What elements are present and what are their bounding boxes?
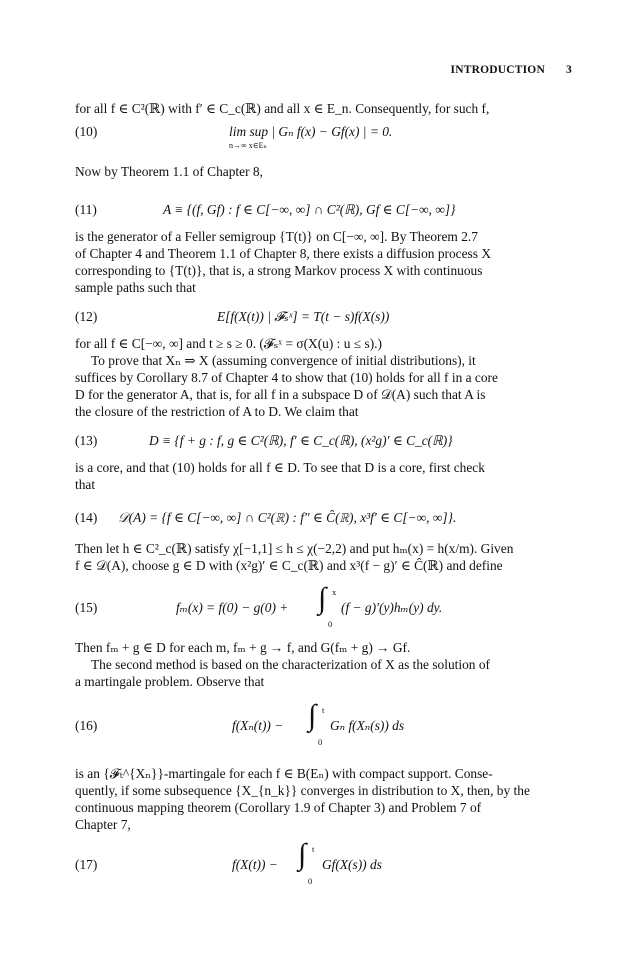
equation-11: A ≡ {(f, Gf) : f ∈ C[−∞, ∞] ∩ C²(ℝ), Gf ∈ C[−∞, ∞]} — [163, 202, 456, 217]
text-line: To prove that Xₙ ⇒ X (assuming convergence of initial distributions), it — [91, 353, 476, 368]
equation-number: (16) — [75, 718, 98, 733]
equation-number: (14) — [75, 510, 98, 525]
text-line: the closure of the restriction of A to D. We claim that — [75, 404, 359, 419]
equation-number: (13) — [75, 433, 98, 448]
integral-lower-limit: 0 — [318, 737, 323, 747]
text-line: is a core, and that (10) holds for all f ∈ D. To see that D is a core, first check — [75, 460, 485, 475]
text-line: is the generator of a Feller semigroup {T(t)} on C[−∞, ∞]. By Theorem 2.7 — [75, 229, 478, 244]
text-line: f ∈ 𝒟(A), choose g ∈ D with (x²g)′ ∈ C_c(ℝ) and x³(f − g)′ ∈ Ĉ(ℝ) and define — [75, 558, 503, 573]
text-line: a martingale problem. Observe that — [75, 674, 265, 689]
equation-13: D ≡ {f + g : f, g ∈ C²(ℝ), f′ ∈ C_c(ℝ), (x²g)′ ∈ C_c(ℝ)} — [149, 433, 453, 448]
text-line: D for the generator A, that is, for all f in a subspace D of 𝒟(A) such that A is — [75, 387, 486, 402]
chapter-title: INTRODUCTION — [450, 64, 545, 76]
equation-15-right: (f − g)′(y)hₘ(y) dy. — [341, 600, 443, 615]
integral-upper-limit: t — [312, 844, 315, 854]
integral-upper-limit: x — [332, 587, 337, 597]
integral-sign: ∫ — [318, 582, 327, 615]
equation-number: (15) — [75, 600, 98, 615]
integral-sign: ∫ — [308, 699, 317, 732]
text-line: Then let h ∈ C²_c(ℝ) satisfy χ[−1,1] ≤ h ≤ χ(−2,2) and put hₘ(x) = h(x/m). Given — [75, 541, 514, 556]
equation-number: (12) — [75, 309, 98, 324]
equation-12: E[f(X(t)) | 𝓕ₛˣ] = T(t − s)f(X(s)) — [217, 309, 390, 324]
equation-17-left: f(X(t)) − — [232, 857, 278, 872]
equation-number: (11) — [75, 202, 97, 217]
equation-15-left: fₘ(x) = f(0) − g(0) + — [176, 600, 289, 615]
integral-lower-limit: 0 — [328, 619, 333, 629]
text-line: is an {𝓕ₜ^{Xₙ}}-martingale for each f ∈ B(Eₙ) with compact support. Conse- — [75, 766, 493, 781]
equation-10-limits: n→∞ x∈Eₙ — [229, 141, 267, 150]
text-line: Now by Theorem 1.1 of Chapter 8, — [75, 164, 263, 179]
integral-lower-limit: 0 — [308, 876, 313, 886]
integral-sign: ∫ — [298, 838, 307, 871]
text-line: for all f ∈ C[−∞, ∞] and t ≥ s ≥ 0. (𝓕ₛˣ = σ(X(u) : u ≤ s).) — [75, 336, 382, 351]
text-line: suffices by Corollary 8.7 of Chapter 4 to show that (10) holds for all f in a core — [75, 370, 498, 385]
text-line: The second method is based on the characterization of X as the solution of — [91, 657, 490, 672]
text-line: Chapter 7, — [75, 817, 131, 832]
text-line: that — [75, 477, 96, 492]
text-line: quently, if some subsequence {X_{n_k}} converges in distribution to X, then, by the — [75, 783, 530, 798]
equation-17-right: Gf(X(s)) ds — [322, 857, 382, 872]
equation-16-left: f(Xₙ(t)) − — [232, 718, 284, 733]
equation-10: lim sup | Gₙ f(x) − Gf(x) | = 0. — [229, 124, 393, 139]
text-line: Then fₘ + g ∈ D for each m, fₘ + g → f, and G(fₘ + g) → Gf. — [75, 640, 411, 655]
text-line: sample paths such that — [75, 280, 196, 295]
page-number: 3 — [566, 64, 572, 76]
equation-16-right: Gₙ f(Xₙ(s)) ds — [330, 718, 405, 733]
equation-number: (17) — [75, 857, 98, 872]
equation-number: (10) — [75, 124, 98, 139]
text-line: continuous mapping theorem (Corollary 1.9 of Chapter 3) and Problem 7 of — [75, 800, 482, 815]
equation-14: 𝒟(A) = {f ∈ C[−∞, ∞] ∩ C²(ℝ) : f″ ∈ Ĉ(ℝ), x³f′ ∈ C[−∞, ∞]}. — [118, 510, 457, 525]
integral-upper-limit: t — [322, 705, 325, 715]
text-line: corresponding to {T(t)}, that is, a strong Markov process X with continuous — [75, 263, 483, 278]
text-line: of Chapter 4 and Theorem 1.1 of Chapter 8, there exists a diffusion process X — [75, 246, 491, 261]
running-header — [451, 64, 572, 76]
text-line: for all f ∈ C²(ℝ) with f′ ∈ C_c(ℝ) and all x ∈ E_n. Consequently, for such f, — [75, 101, 490, 116]
